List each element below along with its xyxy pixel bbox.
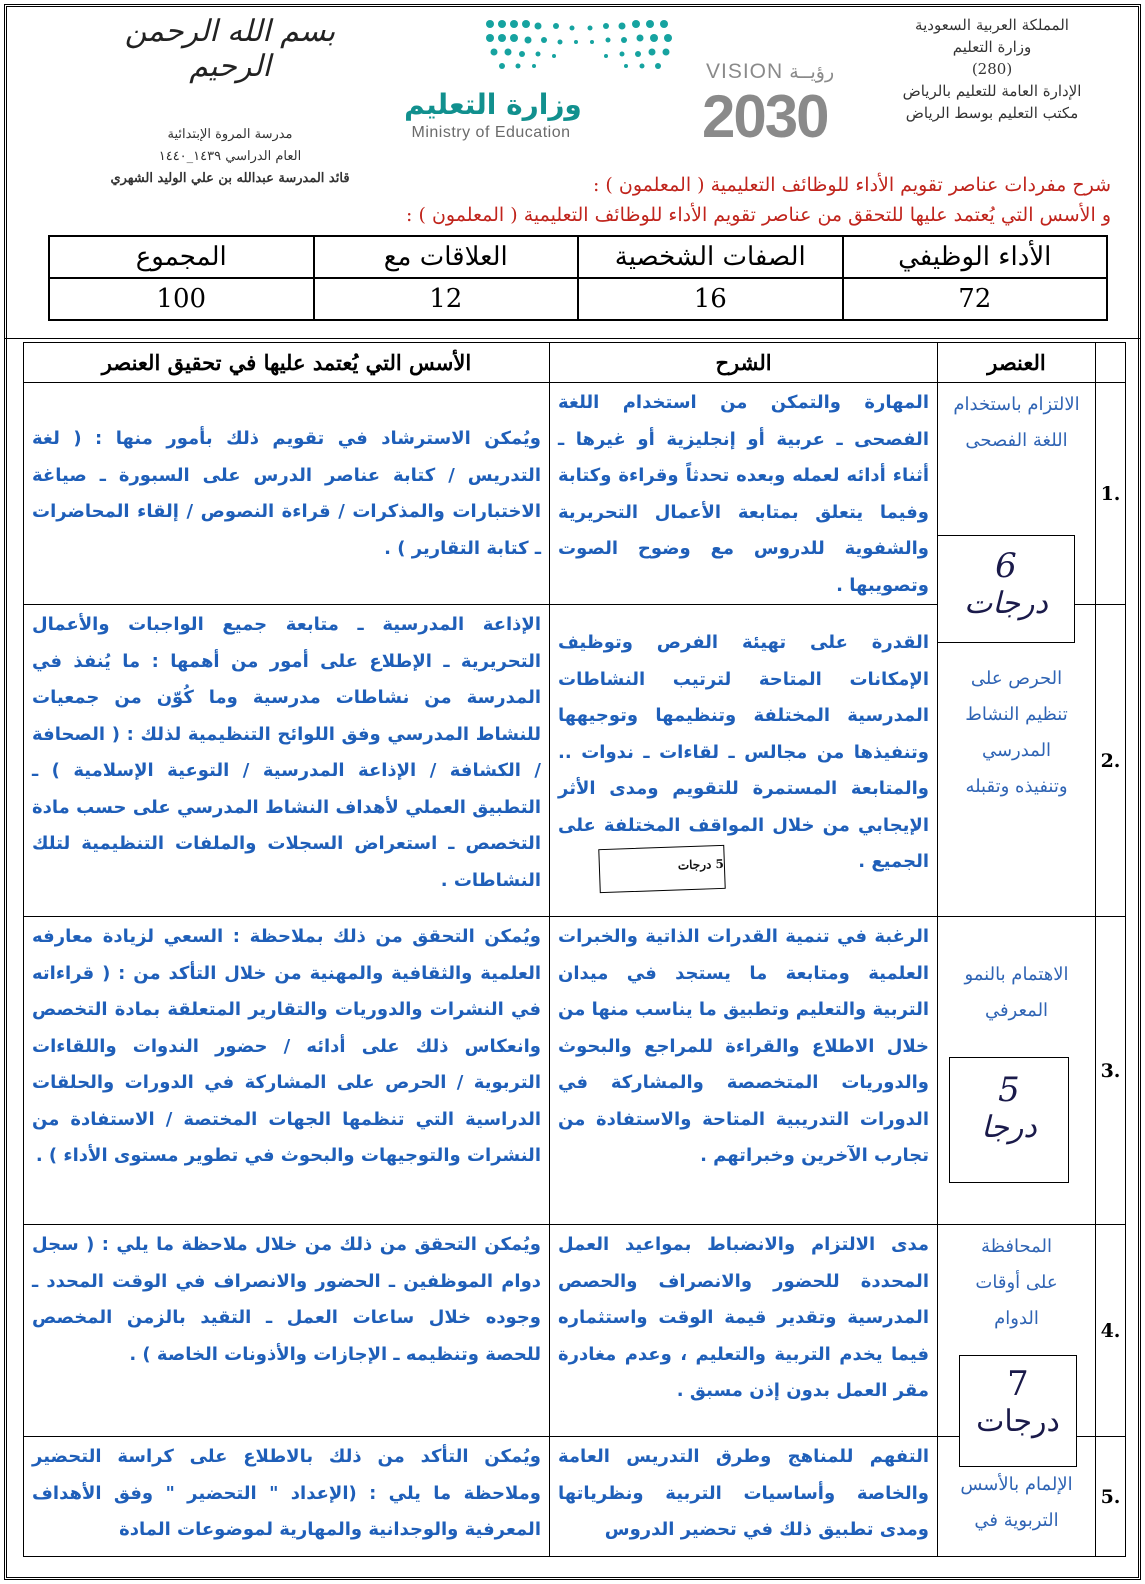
element-name: الالتزام باستخدام اللغة الفصحى [953, 394, 1080, 451]
summary-value-cell: 12 [314, 278, 579, 320]
vision-2030-logo [700, 58, 860, 148]
explanation-cell: المهارة والتمكن من استخدام اللغة الفصحى ـ عربية أو إنجليزية أو غيرها ـ أثناء أدائه لعمله وبعده تحدثاً وقراءة وكتابة وفيما يتعلق بمتابعة الأعمال التحريرية والشفوية للدروس مع وضوح الصوت وتصويبها . [550, 383, 938, 605]
title-line-2: و الأسس التي يُعتمد عليها للتحقق من عناصر تقويم الأداء للوظائف التعليمية ( المعلمون ) : [406, 204, 1111, 226]
row-number: .5 [1096, 1437, 1126, 1557]
table-header-row [24, 343, 1126, 383]
table-row [24, 383, 1126, 605]
header-line: مكتب التعليم بوسط الرياض [905, 104, 1079, 122]
explanation-cell [550, 605, 938, 917]
basis-cell: ويُمكن الاسترشاد في تقويم ذلك بأمور منها : ( لغة التدريس / كتابة عناصر الدرس على السبورة ـ صياغة الاختبارات والمذكرات / قراءة النصوص / إلقاء المحاضرات ـ كتابة التقارير ) . [24, 383, 550, 605]
summary-value-cell: 72 [843, 278, 1108, 320]
school-header [80, 14, 380, 190]
row-number: .2 [1096, 605, 1126, 917]
school-name: مدرسة المروة الإبتدائية [167, 127, 293, 142]
header-line: المملكة العربية السعودية [915, 16, 1069, 34]
element-cell [938, 1225, 1096, 1437]
basis-cell: ويُمكن التحقق من ذلك من خلال ملاحظة ما يلي : ( سجل دوام الموظفين ـ الحضور والانصراف في الوقت المحدد ـ وجوده خلال ساعات العمل ـ التقيد بالزمن المخصص للحصة وتنظيمه ـ الإجازات والأذونات الخاصة ) . [24, 1225, 550, 1437]
header-line: وزارة التعليم [952, 38, 1032, 56]
explanation-cell: الرغبة في تنمية القدرات الذاتية والخبرات العلمية ومتابعة ما يستجد في ميدان التربية والتعليم وتطبيق ما يناسب منها من خلال الاطلاع والقراءة للمراجع والبحوث والدوريات المتخصصة والمشاركة في الدورات التدريبية المتاحة والاستفادة من تجارب الآخرين وخبراتهم . [550, 917, 938, 1225]
element-cell [938, 1437, 1096, 1557]
summary-header-cell: الصفات الشخصية [578, 236, 843, 278]
element-cell [938, 605, 1096, 917]
vision-word-ar: رؤيــة [789, 61, 835, 83]
moe-logo-english: Ministry of Education [411, 124, 571, 141]
basis-cell: ويُمكن التحقق من ذلك بملاحظة : السعي لزيادة معارفه العلمية والثقافية والمهنية من خلال التأكد من : ( قراءاته في النشرات والدوريات والتقارير المتعلقة بمادة التخصص وانعكاس ذلك على أدائه / حضور الندوات واللقاءات التربوية / الحرص على المشاركة في الدورات والحلقات الدراسية التي تنظمها الجهات المختصة / الاستفادة من النشرات والتوجيهات والبحوث في تطوير مستوى الأداء ) . [24, 917, 550, 1225]
principal-name: قائد المدرسة عبدالله بن علي الوليد الشهري [110, 171, 350, 186]
grade-box [949, 1057, 1069, 1183]
vision-year: 2030 [702, 83, 828, 150]
explanation-header: الشرح [550, 343, 938, 383]
summary-values-row [49, 278, 1107, 320]
basis-header: الأسس التي يُعتمد عليها في تحقيق العنصر [24, 343, 550, 383]
table-row [24, 917, 1126, 1225]
criteria-table [23, 342, 1126, 1557]
moe-logo-arabic: وزارة التعليم [404, 88, 582, 121]
moe-logo-dots-icon [480, 16, 680, 72]
ministry-header [877, 14, 1107, 124]
basis-cell: الإذاعة المدرسية ـ متابعة جميع الواجبات والأعمال التحريرية ـ الإطلاع على أمور من أهمها : ما يُنفذ في المدرسة من نشاطات مدرسية وما كُوّن من جمعيات للنشاط المدرسي وفق اللوائح التنظيمية لذلك : ( الصحافة / الكشافة / الإذاعة المدرسية / التوعية الإسلامية ) ـ التطبيق العملي لأهداف النشاط المدرسي على حسب مادة التخصص ـ استعراض السجلات والملفات التنظيمية لتلك النشاطات . [24, 605, 550, 917]
row-number: .1 [1096, 383, 1126, 605]
divider [4, 338, 1141, 339]
grade-word: درجات [976, 1404, 1060, 1439]
vision-word: VISION [706, 60, 784, 83]
grade-word: درجا [981, 1110, 1037, 1145]
summary-header-cell: العلاقات مع [314, 236, 579, 278]
document-titles [31, 170, 1111, 230]
grade-value: 5 [998, 1070, 1020, 1110]
element-name: الإلمام بالأسس التربوية في [960, 1474, 1073, 1531]
grade-value: 7 [1007, 1364, 1029, 1404]
title-line-1: شرح مفردات عناصر تقويم الأداء للوظائف التعليمية ( المعلمون ) : [592, 174, 1111, 196]
table-row [24, 1437, 1126, 1557]
summary-table [48, 235, 1108, 321]
element-cell [938, 383, 1096, 621]
element-header: العنصر [938, 343, 1096, 383]
basis-cell: ويُمكن التأكد من ذلك بالاطلاع على كراسة التحضير وملاحظة ما يلي : (الإعداد " التحضير " وفق الأهداف المعرفية والوجدانية والمهارية لموضوعات المادة [24, 1437, 550, 1557]
summary-value-cell: 100 [49, 278, 314, 320]
summary-header-row [49, 236, 1107, 278]
row-number: .3 [1096, 917, 1126, 1225]
element-name: المحافظة على أوقات الدوام [975, 1236, 1058, 1329]
number-header [1096, 343, 1126, 383]
element-name: الاهتمام بالنمو المعرفي [964, 964, 1069, 1021]
summary-value-cell: 16 [578, 278, 843, 320]
grade-word: درجات [964, 586, 1048, 621]
explanation-text: القدرة على تهيئة الفرص وتوظيف الإمكانات المتاحة لترتيب النشاطات المدرسية المختلفة وتنظيمها وتوجيهها وتنفيذها من مجالس ـ لقاءات ـ ندوات .. والمتابعة المستمرة للتقويم ومدى الأثر الإيجابي من خلال المواقف المختلفة على الجميع . [558, 632, 929, 872]
row-number: .4 [1096, 1225, 1126, 1437]
header-line: الإدارة العامة للتعليم بالرياض [902, 82, 1082, 100]
summary-header-cell: المجموع [49, 236, 314, 278]
mini-grade-box: 5 درجات [598, 845, 725, 893]
table-row [24, 1225, 1126, 1437]
explanation-cell: مدى الالتزام والانضباط بمواعيد العمل المحددة للحضور والانصراف والحصص المدرسية وتقدير قيمة الوقت واستثماره فيما يخدم التربية والتعليم ، وعدم مغادرة مقر العمل بدون إذن مسبق . [550, 1225, 938, 1437]
element-name: الحرص على تنظيم النشاط المدرسي وتنفيذه وتقبله [965, 668, 1068, 797]
academic-year: العام الدراسي ١٤٣٩_١٤٤٠ [158, 149, 302, 164]
element-cell [938, 917, 1096, 1225]
summary-header-cell: الأداء الوظيفي [843, 236, 1108, 278]
header-line: (280) [971, 60, 1013, 78]
basmala: بسم الله الرحمن الرحيم [124, 14, 336, 84]
table-row [24, 605, 1126, 917]
grade-value: 6 [995, 546, 1017, 586]
explanation-cell: التفهم للمناهج وطرق التدريس العامة والخاصة وأساسيات التربية ونظرياتها ومدى تطبيق ذلك في تحضير الدروس [550, 1437, 938, 1557]
